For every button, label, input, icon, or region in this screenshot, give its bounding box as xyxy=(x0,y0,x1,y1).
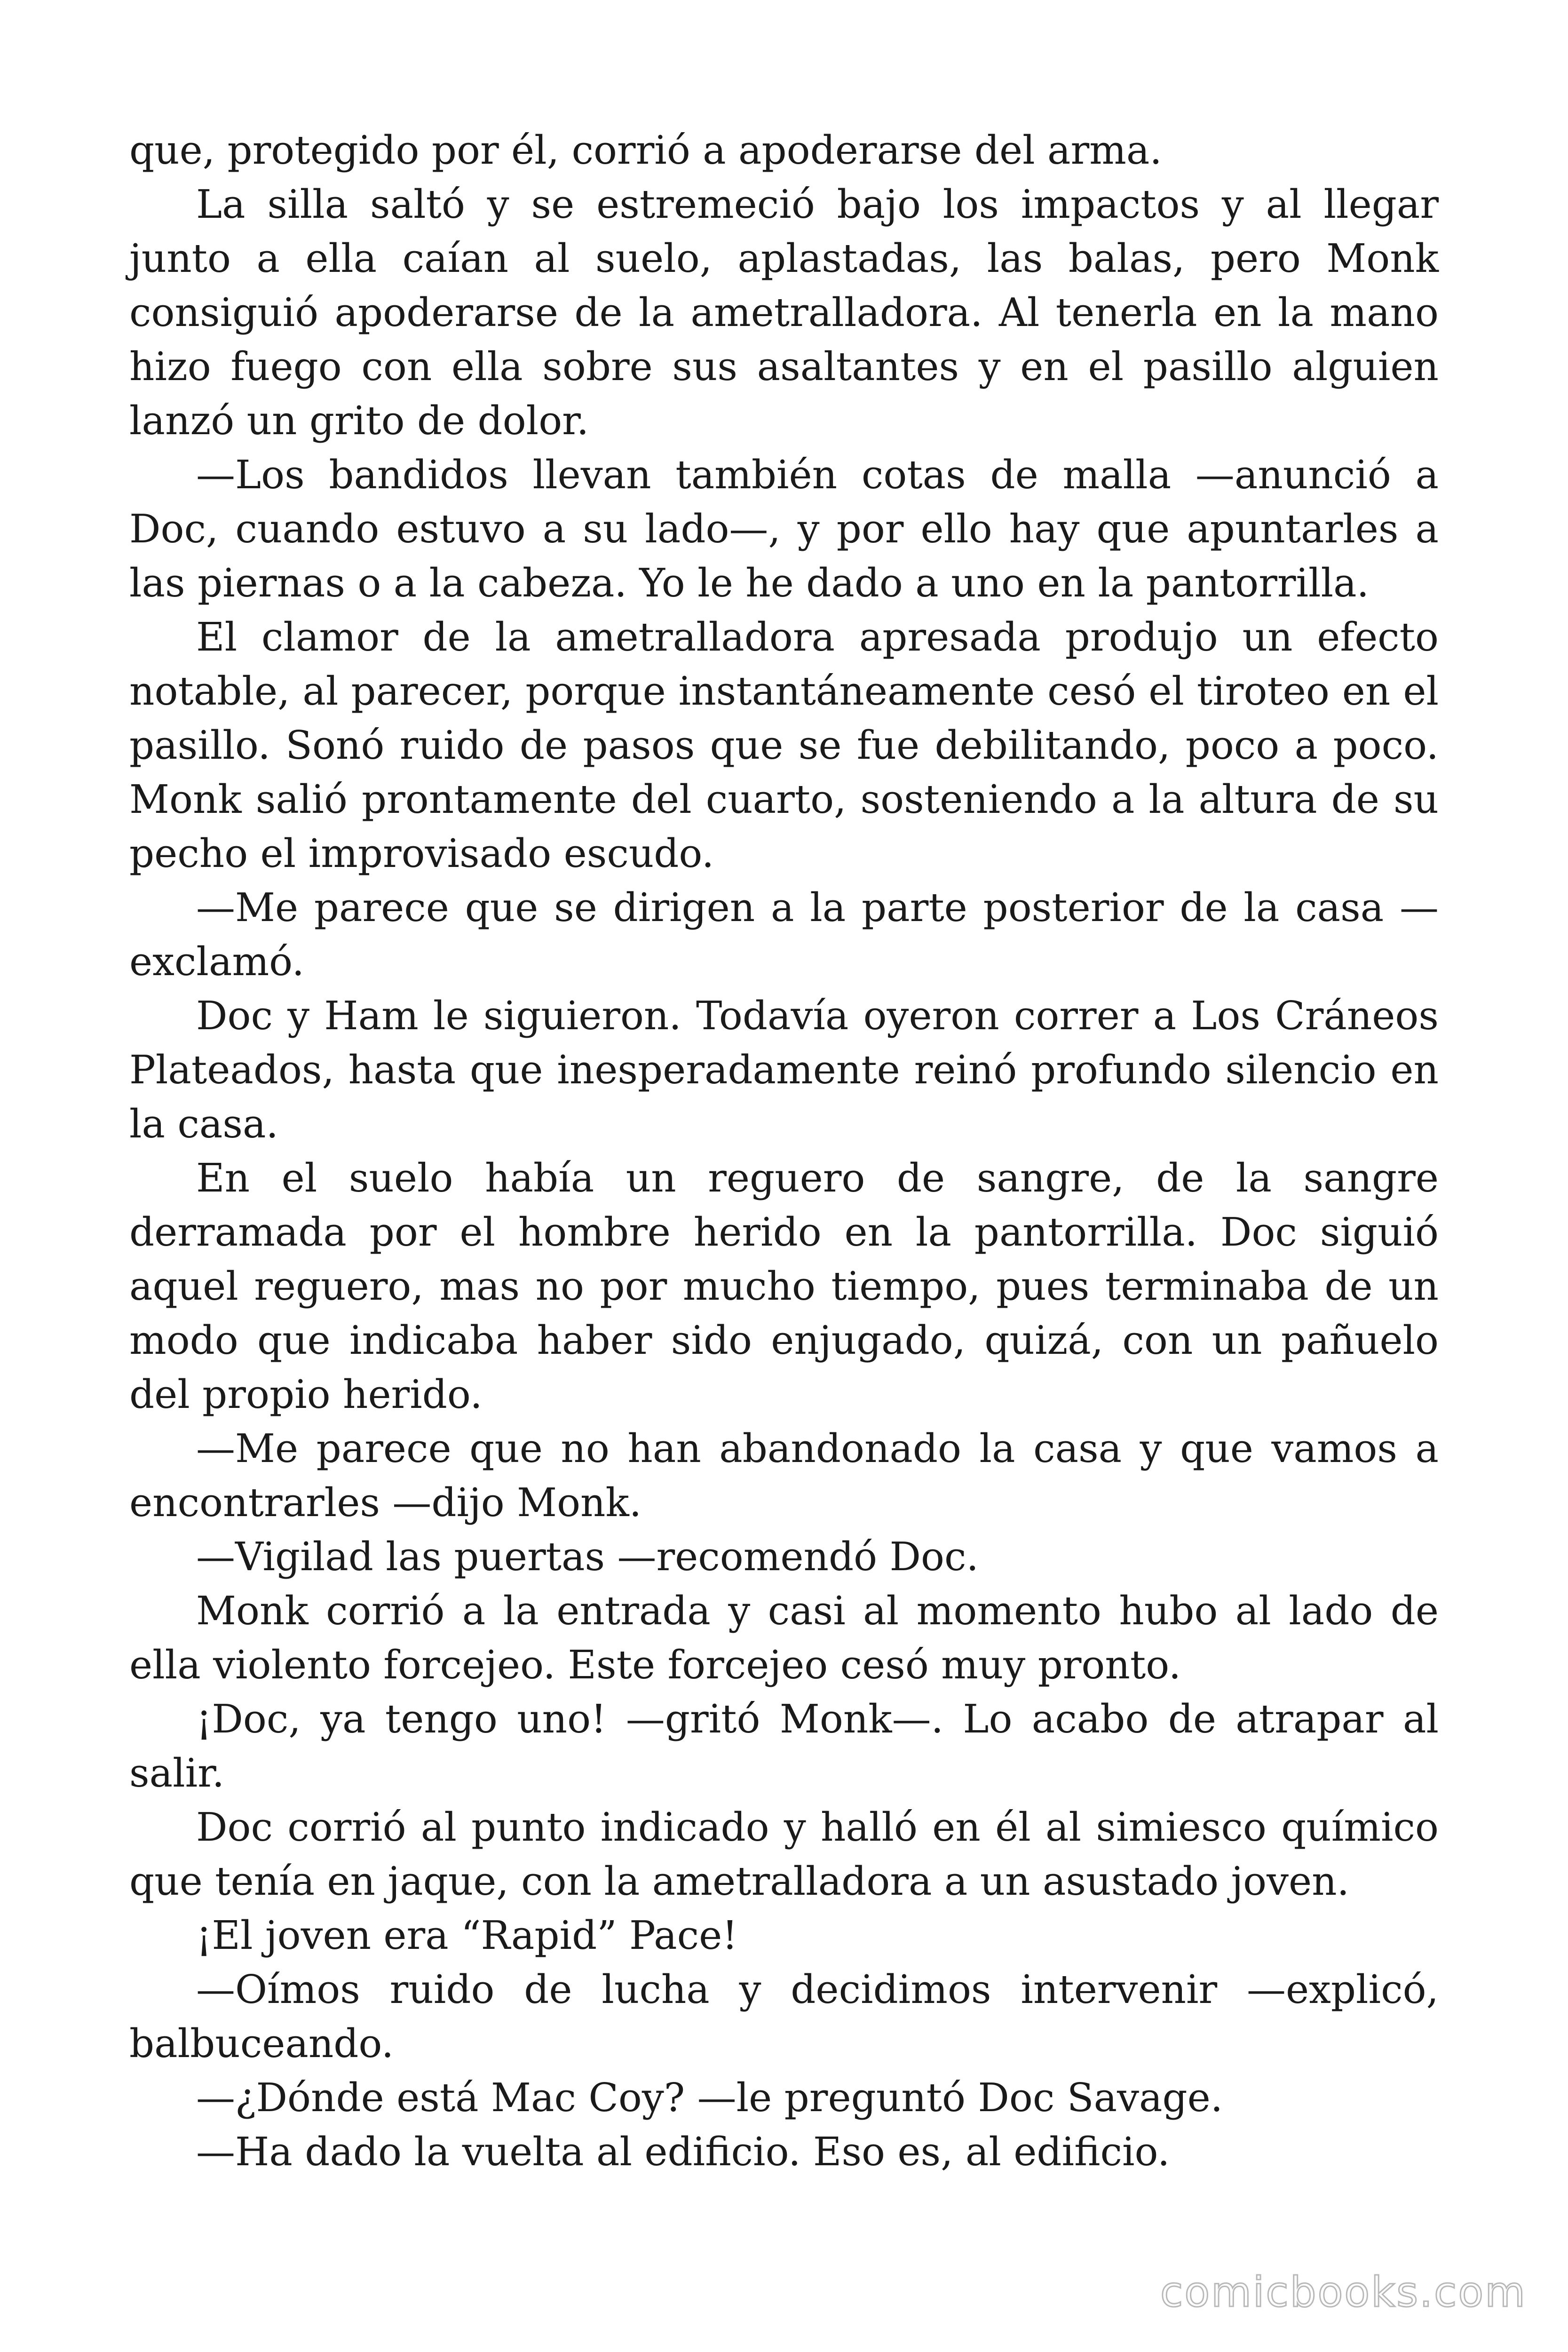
paragraph: que, protegido por él, corrió a apoderarse del arma. xyxy=(129,127,1162,173)
book-page xyxy=(129,123,1439,2179)
watermark-logo: comicbooks.com xyxy=(1160,2268,1527,2316)
paragraph: —Me parece que se dirigen a la parte posterior de la casa —exclamó. xyxy=(129,885,1439,985)
paragraph: En el suelo había un reguero de sangre, de la sangre derramada por el hombre herido en la pantorrilla. Doc siguió aquel reguero, mas no por mucho tiempo, pues terminaba de un modo que indicaba haber sido enjugado, quizá, con un pañuelo del propio herido. xyxy=(129,1155,1439,1417)
paragraph: —¿Dónde está Mac Coy? —le preguntó Doc Savage. xyxy=(196,2075,1223,2121)
paragraph: El clamor de la ametralladora apresada produjo un efecto notable, al parecer, porque instantáneamente cesó el tiroteo en el pasillo. Sonó ruido de pasos que se fue debilitando, poco a poco. Monk salió prontamente del cuarto, sosteniendo a la altura de su pecho el improvisado escudo. xyxy=(129,614,1439,876)
paragraph: ¡Doc, ya tengo uno! —gritó Monk—. Lo acabo de atrapar al salir. xyxy=(129,1696,1439,1796)
paragraph: Doc y Ham le siguieron. Todavía oyeron correr a Los Cráneos Plateados, hasta que inesperadamente reinó profundo silencio en la casa. xyxy=(129,993,1439,1147)
paragraph: —Oímos ruido de lucha y decidimos intervenir —explicó, balbuceando. xyxy=(129,1967,1439,2066)
paragraph: Monk corrió a la entrada y casi al momento hubo al lado de ella violento forcejeo. Este forcejeo cesó muy pronto. xyxy=(129,1588,1439,1688)
paragraph: Doc corrió al punto indicado y halló en él al simiesco químico que tenía en jaque, con la ametralladora a un asustado joven. xyxy=(129,1804,1439,1904)
paragraph: —Los bandidos llevan también cotas de malla —anunció a Doc, cuando estuvo a su lado—, y por ello hay que apuntarles a las piernas o a la cabeza. Yo le he dado a uno en la pantorrilla. xyxy=(129,452,1439,606)
paragraph: —Ha dado la vuelta al edificio. Eso es, al edificio. xyxy=(196,2129,1170,2175)
paragraph: —Vigilad las puertas —recomendó Doc. xyxy=(196,1534,979,1580)
paragraph: —Me parece que no han abandonado la casa y que vamos a encontrarles —dijo Monk. xyxy=(129,1426,1439,1526)
paragraph: ¡El joven era “Rapid” Pace! xyxy=(196,1913,738,1958)
paragraph: La silla saltó y se estremeció bajo los impactos y al llegar junto a ella caían al suelo, aplastadas, las balas, pero Monk consiguió apoderarse de la ametralladora. Al tenerla en la mano hizo fuego con ella sobre sus asaltantes y en el pasillo alguien lanzó un grito de dolor. xyxy=(129,182,1439,444)
